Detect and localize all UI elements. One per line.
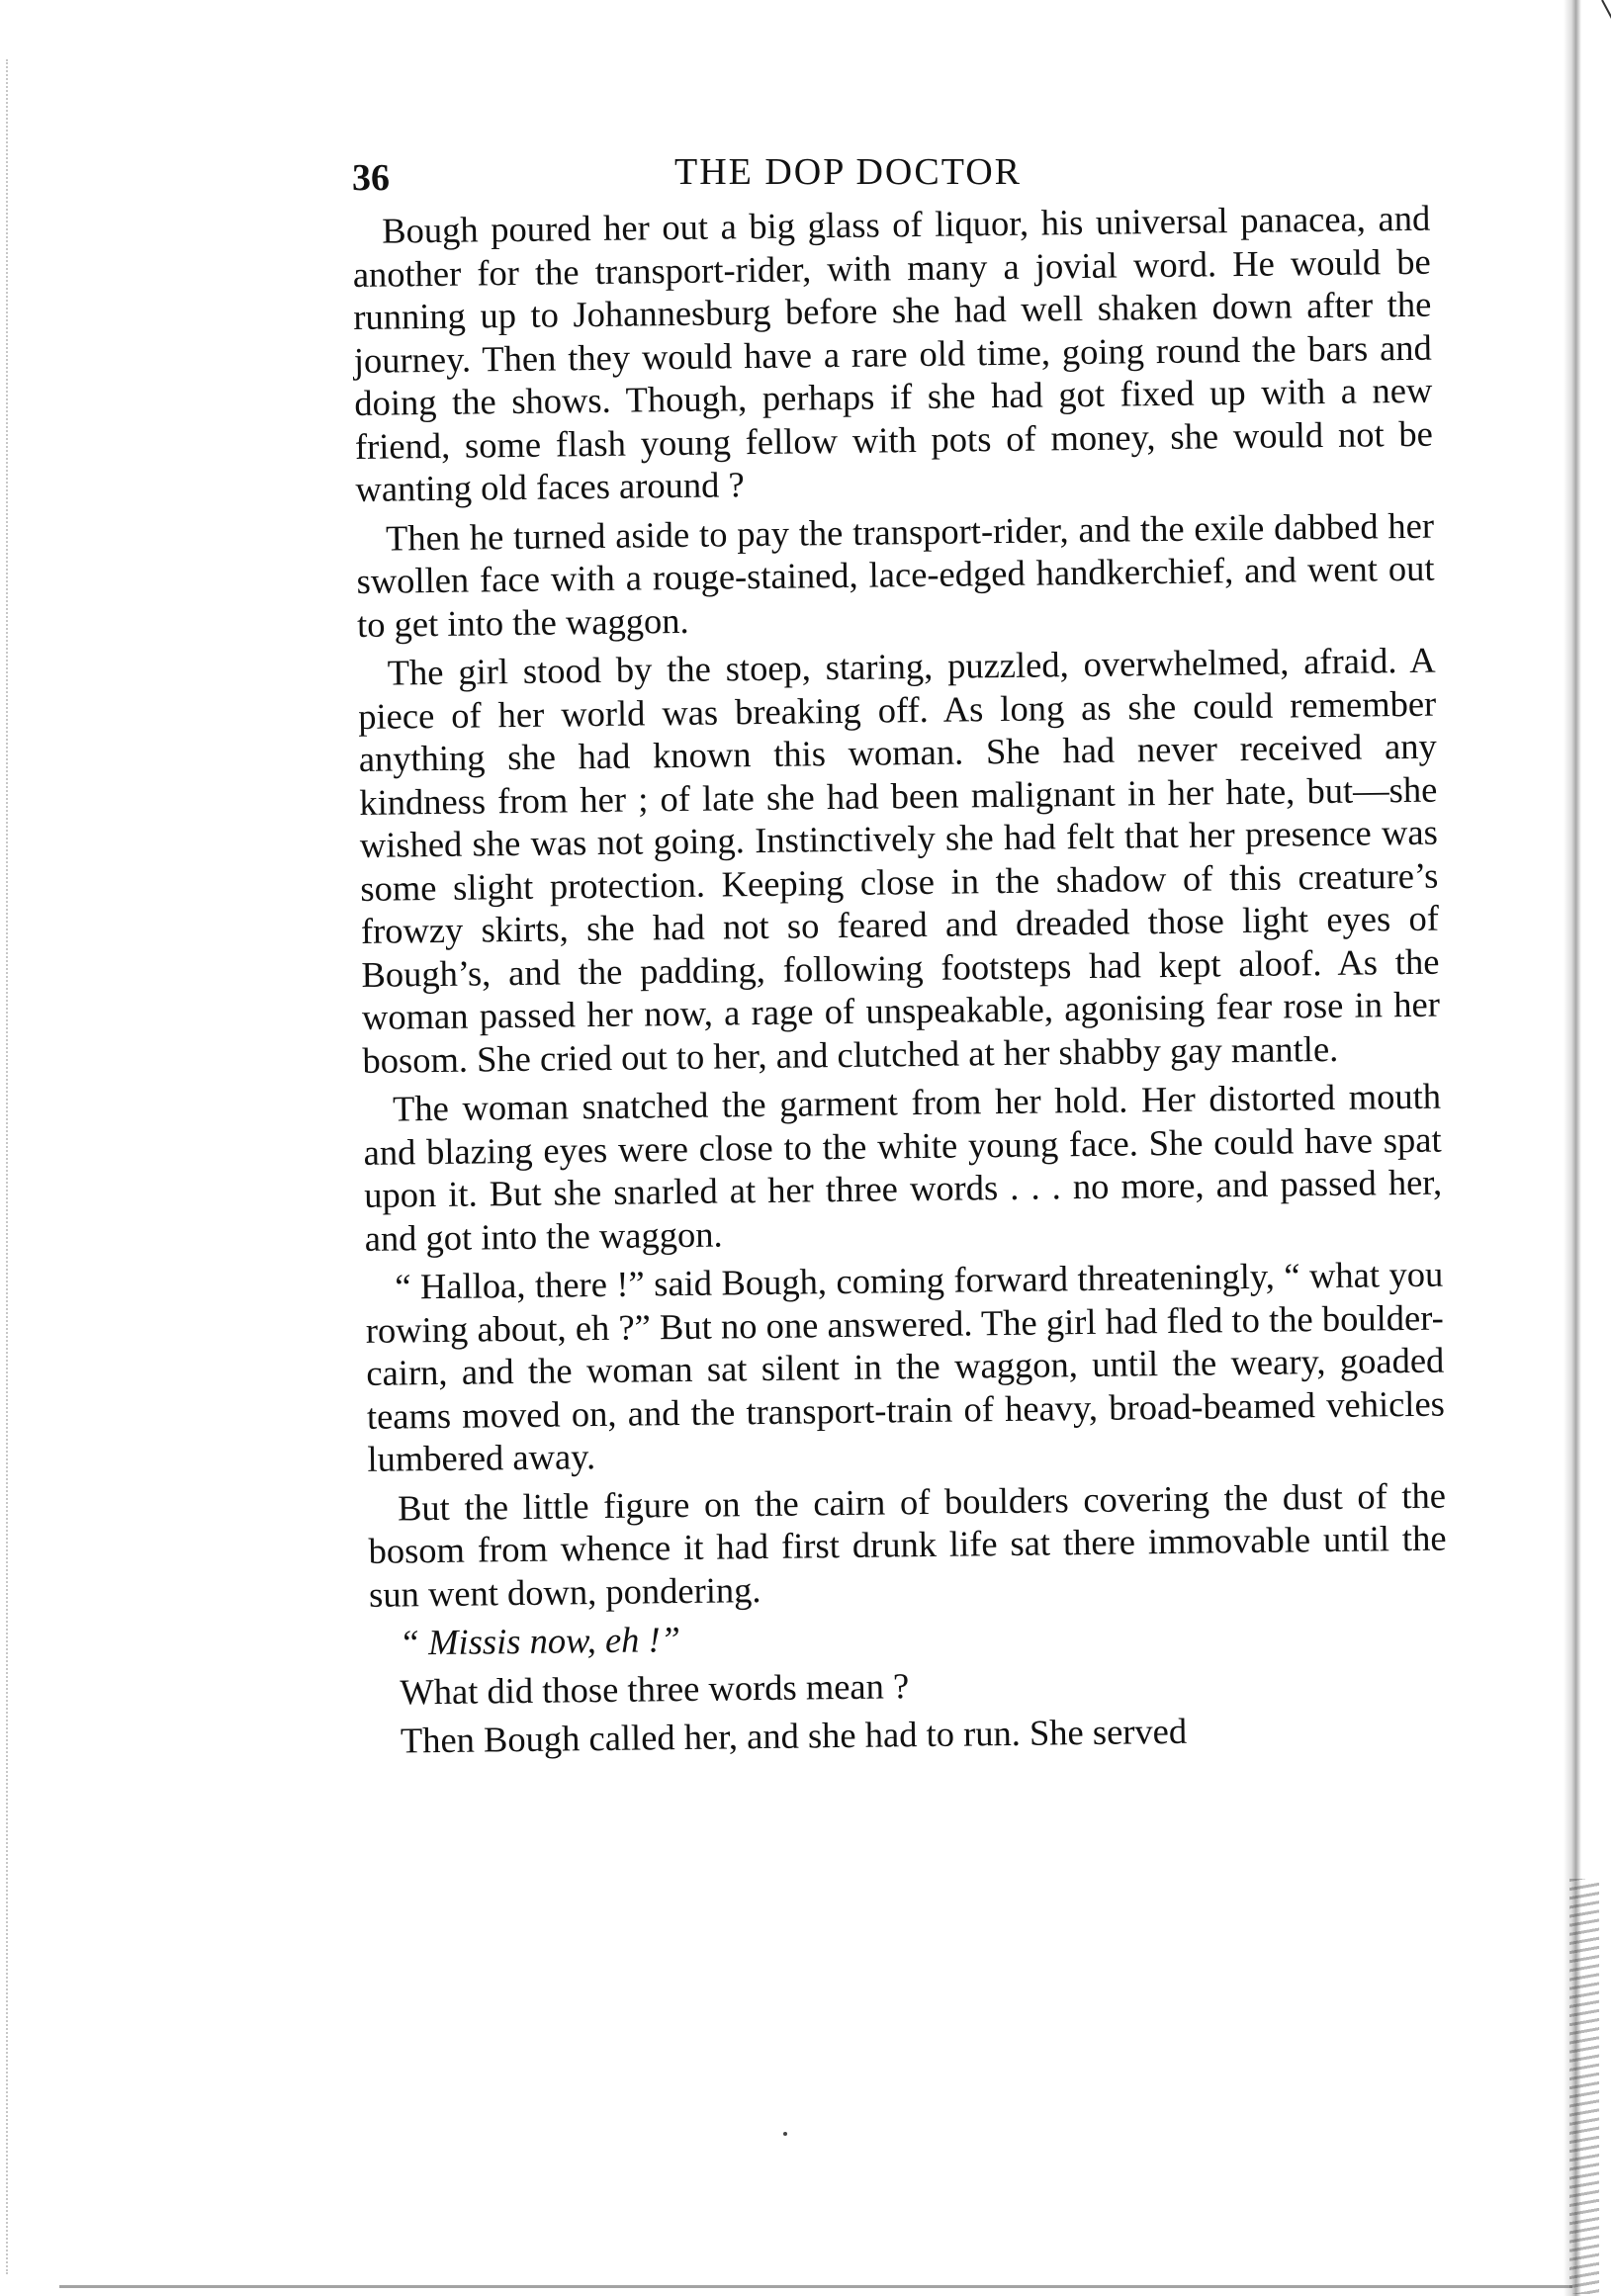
paragraph: What did those three words mean ? <box>400 1664 910 1713</box>
page-corner-mark <box>1601 0 1611 52</box>
body-text <box>352 197 1449 1769</box>
page-edge-tear <box>1569 1879 1599 2294</box>
paragraph: But the little figure on the cairn of boulders covering the dust of the bosom from whence it had first drunk life sat there immovable until the sun went down, pondering. <box>368 1474 1447 1615</box>
paragraph: The woman snatched the garment from her hold. Her distorted mouth and blazing eyes were close to the white young face. She could have spat upon it. But she snarled at her three words . . . no more, and passed her, and got into the waggon. <box>363 1075 1443 1259</box>
page-edge-bottom <box>59 2285 1572 2288</box>
paragraph: Bough poured her out a big glass of liquor, his universal panacea, and another for the transport-rider, with many a jovial word. He would be running up to Johannesburg before she had well shaken down after the journey. Then they would have a rare old time, going round the bars and doing the shows. Though, perhaps if she had got fixed up with a new friend, some flash young fellow with pots of money, she would not be wanting old faces around ? <box>352 197 1434 509</box>
paragraph-italic: “ Missis now, eh !” <box>399 1619 681 1663</box>
ink-speck <box>783 2132 787 2136</box>
paragraph: “ Halloa, there !” said Bough, coming forward threateningly, “ what you rowing about, eh ?” But no one answered. The girl had fled to the boulder-cairn, and the woman sat silent in the waggon, until the weary, goaded teams moved on, and the transport-train of heavy, broad-beamed vehicles lumbered away. <box>365 1253 1446 1479</box>
paragraph: The girl stood by the stoep, staring, puzzled, overwhelmed, afraid. A piece of her world was breaking off. As long as she could remember anything she had known this woman. She had never received any kindness from her ; of late she had been malignant in her hate, but—she wished she was not going. Instinctively she had felt that her presence was some slight protection. Keeping close in the shadow of this creature’s frowzy skirts, she had not so feared and dreaded those light eyes of Bough’s, and the padding, following footsteps had kept aloof. As the woman passed her now, a rage of unspeakable, agonising fear rose in her bosom. She cried out to her, and clutched at her shabby gay mantle. <box>358 639 1441 1081</box>
page-number: 36 <box>352 157 390 199</box>
page-header <box>352 146 1430 206</box>
paragraph: Then Bough called her, and she had to run. She served <box>400 1710 1188 1761</box>
running-title: THE DOP DOCTOR <box>674 151 1023 193</box>
page-edge-left <box>6 59 12 2274</box>
paragraph: Then he turned aside to pay the transport-rider, and the exile dabbed her swollen face with a rouge-stained, lace-edged handkerchief, and went out to get into the waggon. <box>356 504 1435 645</box>
